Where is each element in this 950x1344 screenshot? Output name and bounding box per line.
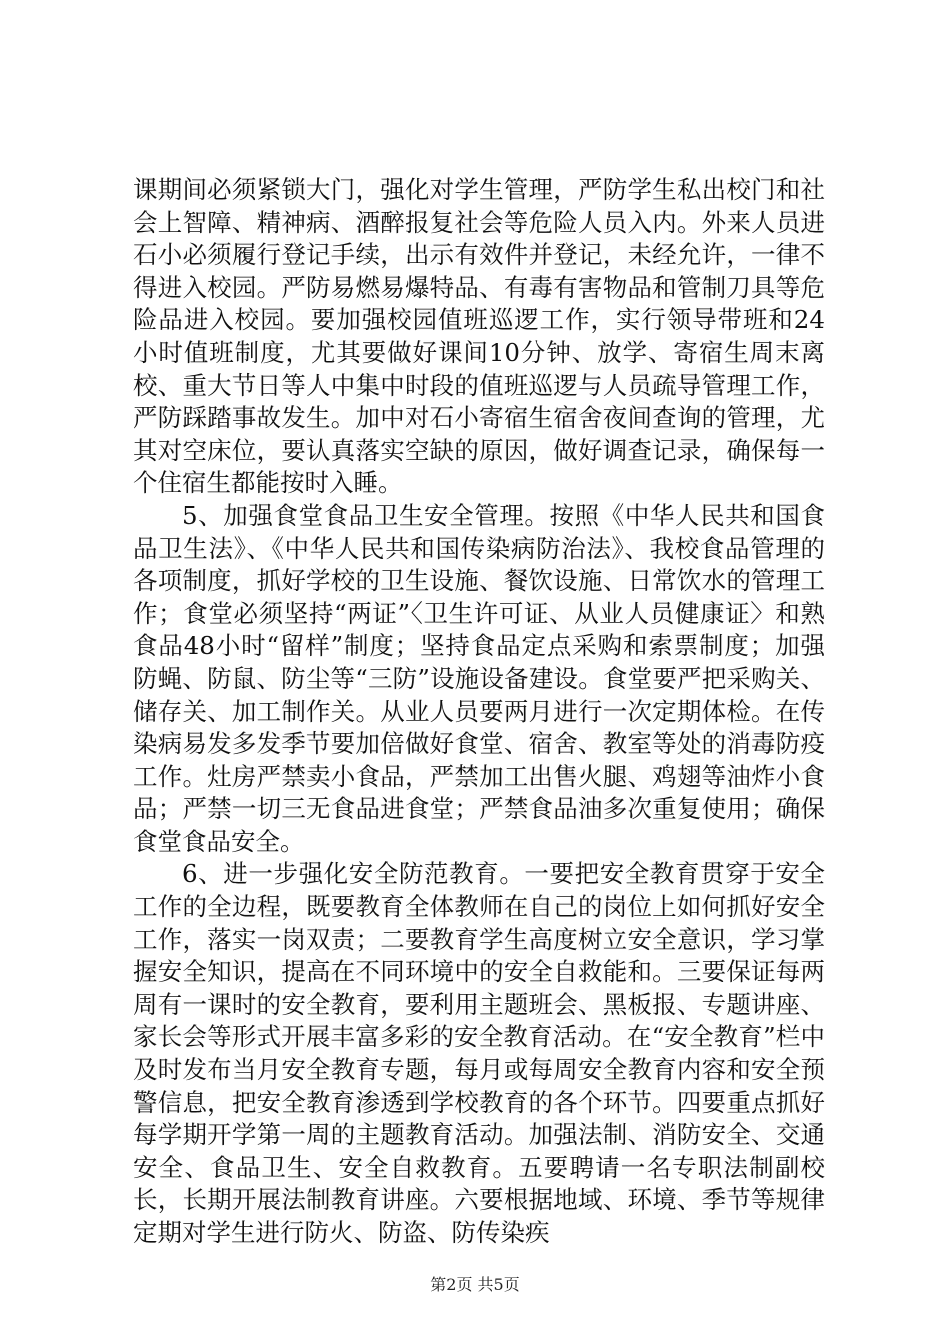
paragraph-safety-education: 6、进一步强化安全防范教育。一要把安全教育贯穿于安全工作的全边程，既要教育全体教师在自己的岗位上如何抓好安全工作，落实一岗双责；二要教育学生高度树立安全意识，学习掌握安全知识，提高在不同环境中的安全自救能和。三要保证每两周有一课时的安全教育，要利用主题班会、黑板报、专题讲座、家长会等形式开展丰富多彩的安全教育活动。在“安全教育”栏中及时发布当月安全教育专题，每月或每周安全教育内容和安全预警信息，把安全教育渗透到学校教育的各个环节。四要重点抓好每学期开学第一周的主题教育活动。加强法制、消防安全、交通安全、食品卫生、安全自救教育。五要聘请一名专职法制副校长，长期开展法制教育讲座。六要根据地域、环境、季节等规律定期对学生进行防火、防盗、防传染疾 bbox=[133, 859, 825, 1247]
document-body bbox=[133, 174, 825, 1250]
paragraph-food-safety: 5、加强食堂食品卫生安全管理。按照《中华人民共和国食品卫生法》、《中华人民共和国传染病防治法》、我校食品管理的各项制度，抓好学校的卫生设施、餐饮设施、日常饮水的管理工作；食堂必须坚持“两证”〈卫生许可证、从业人员健康证〉和熟食品48小时“留样”制度；坚持食品定点采购和索票制度；加强防蝇、防鼠、防尘等“三防”设施设备建设。食堂要严把采购关、储存关、加工制作关。从业人员要两月进行一次定期体检。在传染病易发多发季节要加倍做好食堂、宿舍、教室等处的消毒防疫工作。灶房严禁卖小食品，严禁加工出售火腿、鸡翅等油炸小食品；严禁一切三无食品进食堂；严禁食品油多次重复使用；确保食堂食品安全。 bbox=[133, 500, 825, 856]
page-footer bbox=[0, 1272, 950, 1295]
page-number: 第2页 共5页 bbox=[430, 1275, 520, 1294]
paragraph-continuation: 课期间必须紧锁大门，强化对学生管理，严防学生私出校门和社会上智障、精神病、酒醉报复社会等危险人员入内。外来人员进石小必须履行登记手续，出示有效件并登记，未经允许，一律不得进入校园。严防易燃易爆特品、有毒有害物品和管制刀具等危险品进入校园。要加强校园值班巡逻工作，实行领导带班和24小时值班制度，尤其要做好课间10分钟、放学、寄宿生周末离校、重大节日等人中集中时段的值班巡逻与人员疏导管理工作，严防踩踏事故发生。加中对石小寄宿生宿舍夜间查询的管理，尤其对空床位，要认真落实空缺的原因，做好调查记录，确保每一个住宿生都能按时入睡。 bbox=[133, 175, 825, 498]
